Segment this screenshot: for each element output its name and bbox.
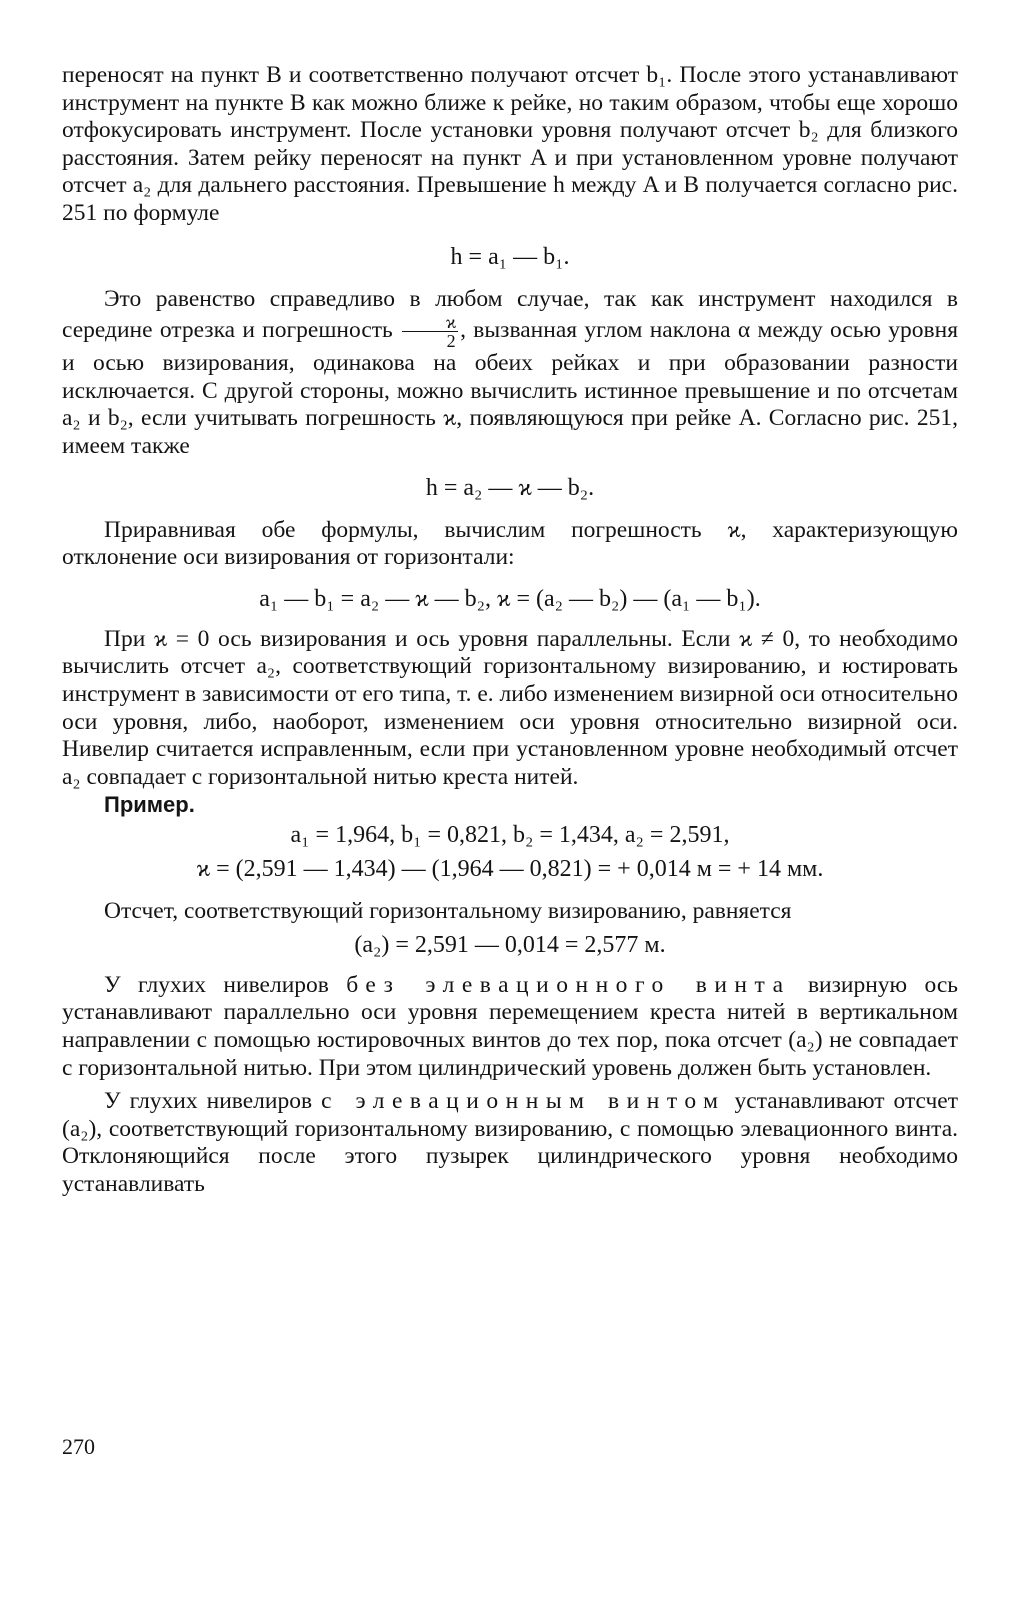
paragraph-7 <box>62 1088 958 1198</box>
formula-3: a₁ — b₁ = a₂ — ϰ — b₂, ϰ = (a₂ — b₂) — (a₁ — b₁). <box>259 585 761 612</box>
paragraph-7-a: У глухих нивелиров <box>104 1088 322 1115</box>
page-body <box>62 62 958 1199</box>
formula-1: h = a₁ — b₁. <box>450 243 570 270</box>
paragraph-6 <box>62 972 958 1082</box>
paragraph-6-b: визирную ось устанавливают параллельно оси уровня перемещением креста нитей в вертикальном направлении с помощью юстировочных винтов до тех пор, пока отсчет (a₂) не совпадает с горизонтальной нитью. При этом цилиндрический уровень должен быть установлен. <box>62 971 958 1081</box>
paragraph-5: Отсчет, соответствующий горизонтальному визированию, равняется <box>104 898 792 925</box>
paragraph-3: Приравнивая обе формулы, вычислим погрешность ϰ, характеризующую отклонение оси визирования от горизонтали: <box>62 516 958 571</box>
paragraph-4: При ϰ = 0 ось визирования и ось уровня параллельны. Если ϰ ≠ 0, то необходимо вычислить отсчет a₂, соответствующий горизонтальному визированию, и юстировать инструмент в зависимости от его типа, т. е. либо изменением визирной оси относительно оси уровня, либо, наоборот, изменением оси уровня относительно визирной оси. Нивелир считается исправленным, если при установленном уровне необходимый отсчет a₂ совпадает с горизонтальной нитью креста нитей. <box>62 625 958 790</box>
formula-5: ϰ = (2,591 — 1,434) — (1,964 — 0,821) = + 0,014 м = + 14 мм. <box>196 856 824 883</box>
page-number: 270 <box>62 1434 95 1459</box>
fraction-numerator: ϰ <box>402 313 458 332</box>
formula-4: a₁ = 1,964, b₁ = 0,821, b₂ = 1,434, a₂ = 2,591, <box>290 822 730 849</box>
paragraph-2-end: , вызванная углом наклона α между осью уровня и осью визирования, одинакова на обеих рейках и при образовании разности исключается. С другой стороны, можно вычислить истинное превышение и по отсчетам a₂ и b₂, если учитывать погрешность ϰ, появляющуюся при рейке A. Согласно рис. 251, имеем также <box>62 317 959 459</box>
paragraph-1: переносят на пункт B и соответственно получают отсчет b₁. После этого устанавливают инструмент на пункте B как можно ближе к рейке, но таким образом, чтобы еще хорошо отфокусировать инструмент. После установки уровня получают отсчет b₂ для близкого расстояния. Затем рейку переносят на пункт A и при установленном уровне получают отсчет a₂ для дальнего расстояния. Превышение h между A и B получается согласно рис. 251 по формуле <box>62 62 958 226</box>
paragraph-2 <box>62 286 958 461</box>
paragraph-7-b: устанавливают отсчет (a₂), соответствующий горизонтальному визированию, с помощью элевационного винта. Отклоняющийся после этого пузырек цилиндрического уровня необходимо устанавливать <box>62 1088 959 1198</box>
formula-2: h = a₂ — ϰ — b₂. <box>425 474 595 501</box>
paragraph-7-spaced: с элевационным винтом <box>321 1088 726 1115</box>
fraction-denominator: 2 <box>446 331 456 352</box>
example-label: Пример. <box>104 792 195 818</box>
fraction-kappa-over-2 <box>402 313 458 350</box>
formula-6: (a₂) = 2,591 — 0,014 = 2,577 м. <box>354 931 666 958</box>
paragraph-6-spaced: без элевационного винта <box>346 971 791 998</box>
paragraph-6-a: У глухих нивелиров <box>104 971 347 998</box>
paragraph-2-start: Это равенство справедливо в любом случае, так как инструмент находился в середине отрезка и погрешность <box>62 285 958 344</box>
